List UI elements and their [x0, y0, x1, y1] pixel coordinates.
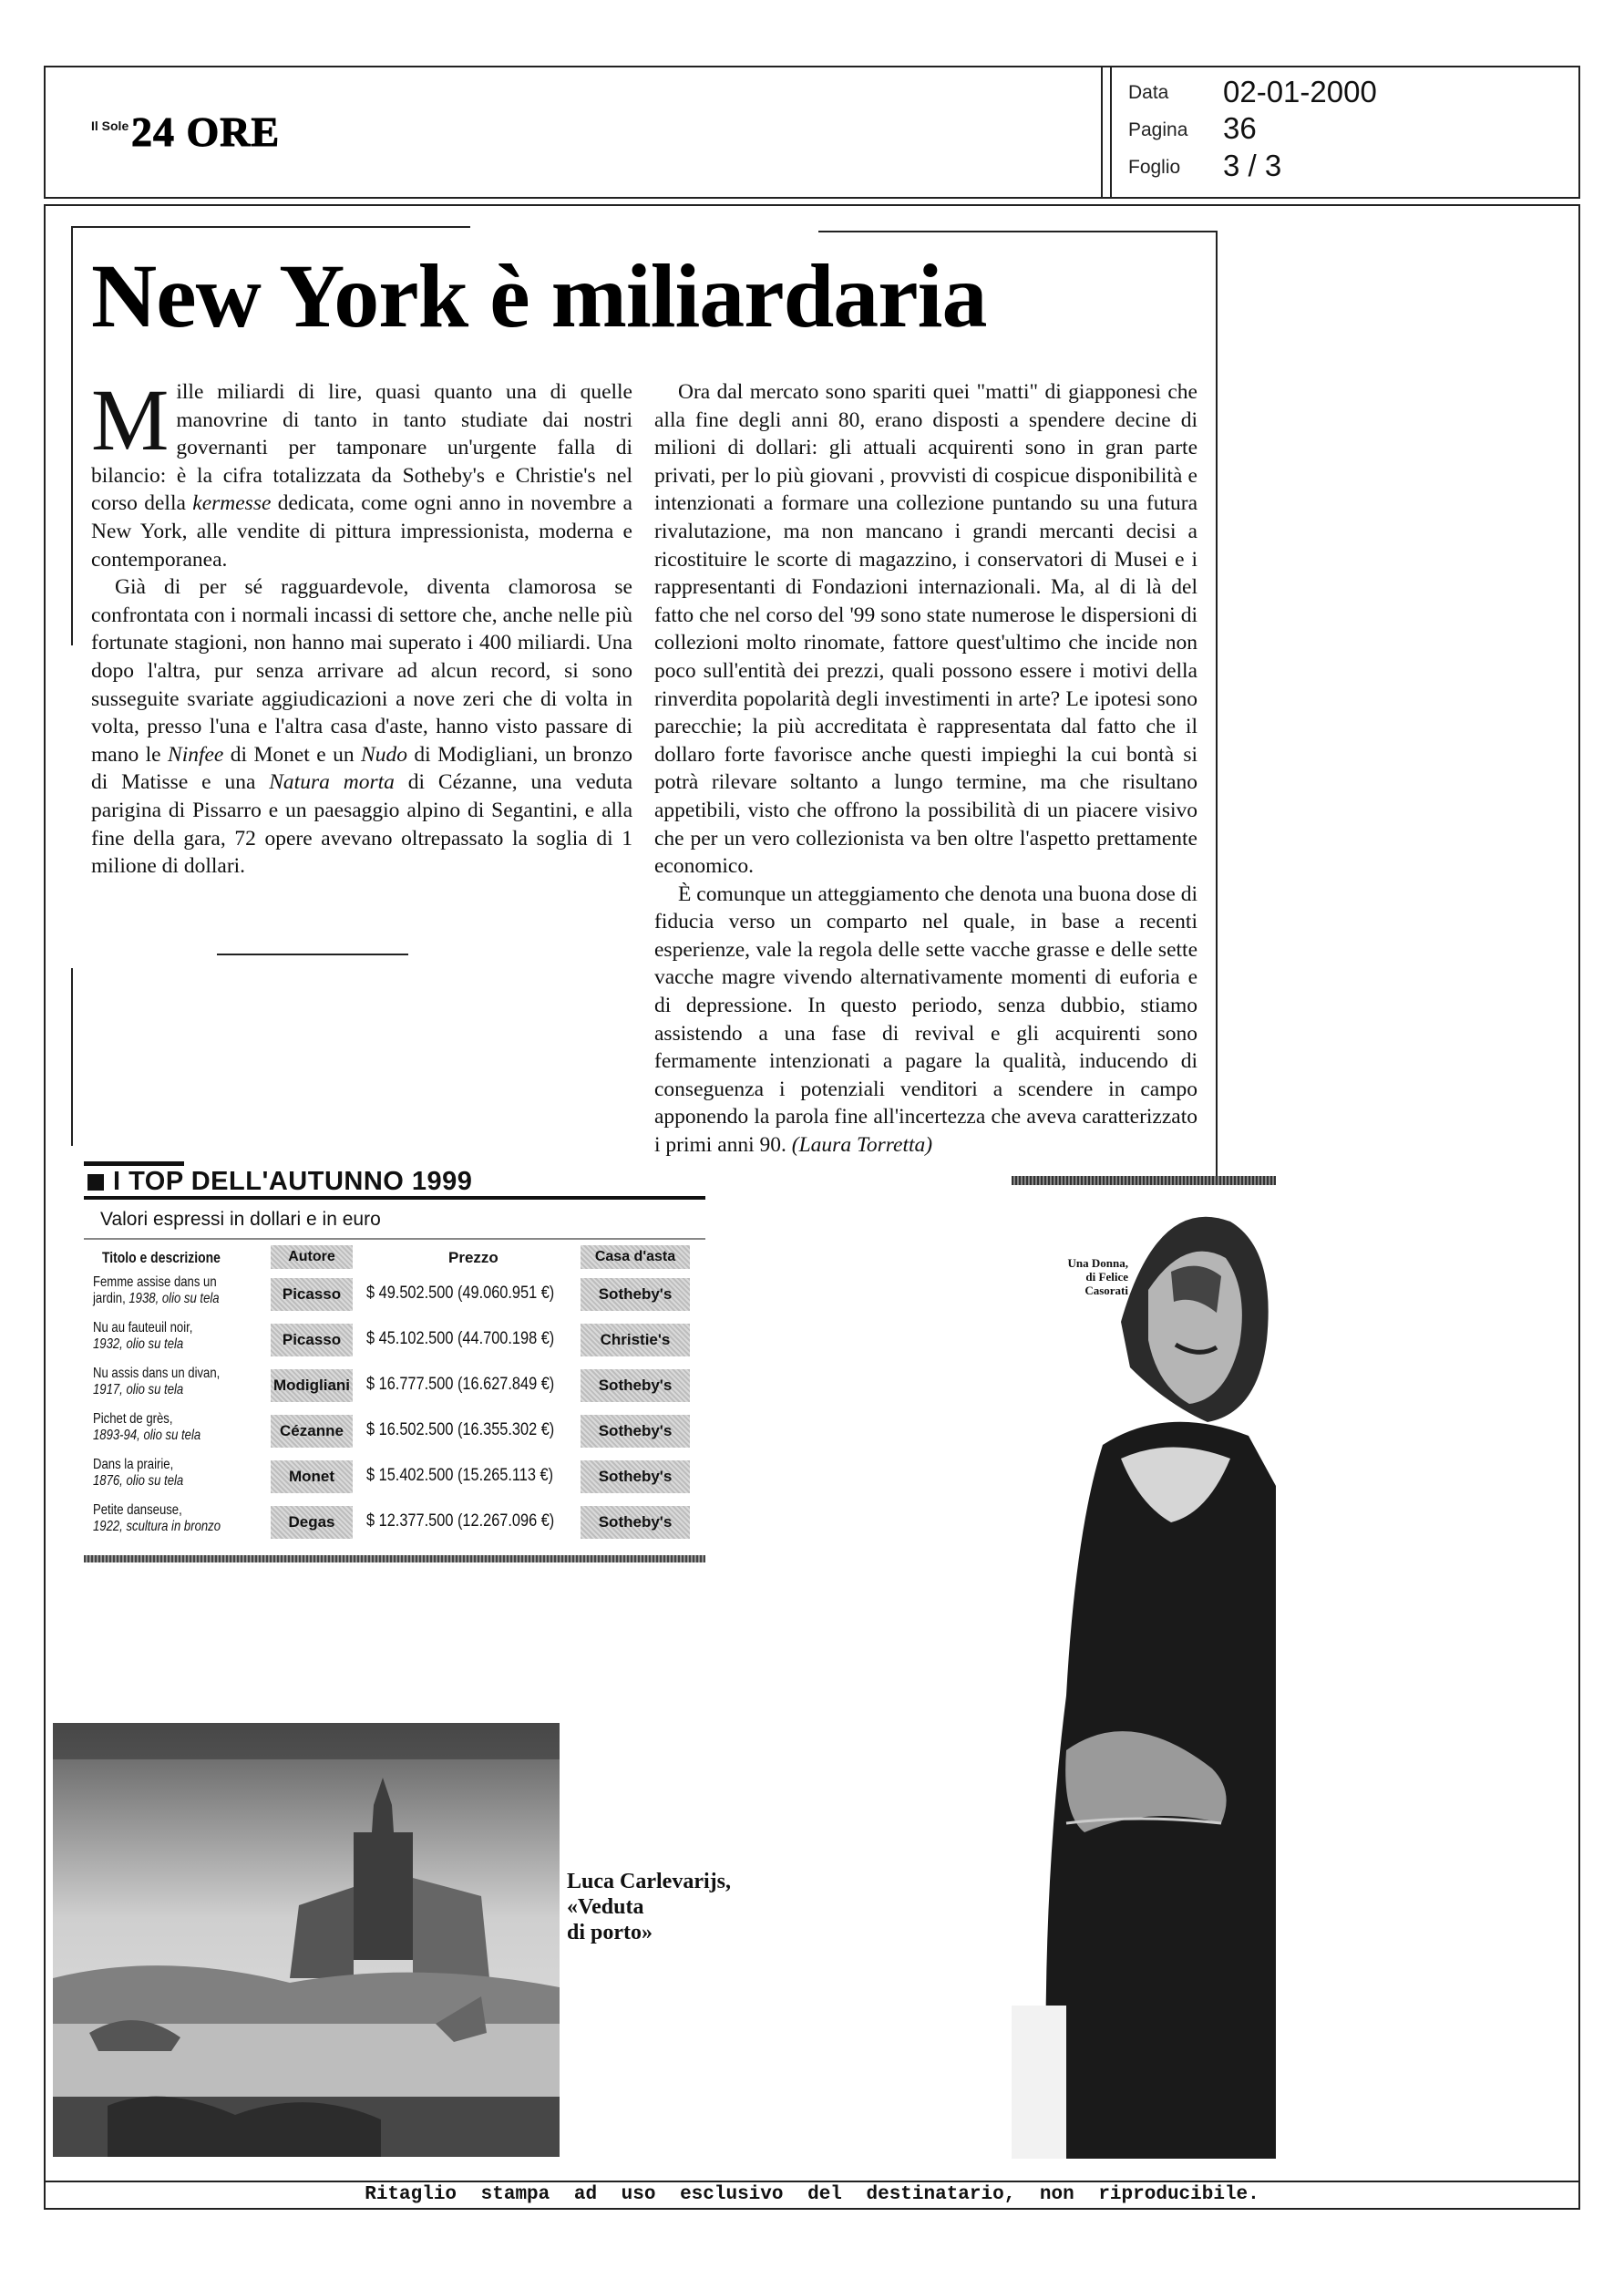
carlevarijs-caption-3: di porto» [567, 1921, 653, 1944]
cell-title [93, 1274, 242, 1307]
carlevarijs-caption-1: Luca Carlevarijs, [567, 1870, 731, 1893]
cell-artist: Modigliani [271, 1369, 353, 1402]
table-title: I TOP DELL'AUTUNNO 1999 [113, 1167, 473, 1196]
cell-artist: Degas [271, 1506, 353, 1539]
cell-title-line2b: 1932, olio su tela [93, 1336, 184, 1352]
dropcap: M [91, 378, 170, 469]
table-row [84, 1366, 704, 1409]
paragraph-2-em2: Nudo [361, 742, 407, 767]
cell-title [93, 1411, 242, 1444]
cell-title-line2b: 1922, scultura in bronzo [93, 1519, 221, 1534]
cell-price: $ 15.402.500 (15.265.113 €) [366, 1466, 554, 1485]
cell-title-line1: Dans la prairie, [93, 1457, 174, 1472]
cell-house: Sotheby's [581, 1506, 690, 1539]
table-body [84, 1274, 713, 1548]
data-value: 02-01-2000 [1223, 75, 1377, 108]
table-title-rule-short [84, 1161, 184, 1166]
cell-price: $ 16.777.500 (16.627.849 €) [366, 1375, 555, 1394]
cell-house: Sotheby's [581, 1415, 690, 1448]
header-divider-inner [1110, 66, 1112, 199]
newspaper-logo [91, 108, 301, 162]
paragraph-2-em3: Natura morta [269, 770, 395, 795]
cell-artist: Picasso [271, 1278, 353, 1311]
cell-title-line2b: 1917, olio su tela [93, 1382, 184, 1397]
foglio-label: Foglio [1128, 157, 1181, 178]
casorati-painting [1012, 1176, 1276, 2159]
paragraph-1-em: kermesse [192, 491, 272, 516]
col-header-artist: Autore [271, 1245, 353, 1269]
footer-rule [44, 2181, 1580, 2182]
paragraph-1: ille miliardi di lire, quasi quanto una di quelle manovrine di tanto in tanto studiate dai nostri governanti per tamponare un'urgente falla di bilancio: è la cifra totalizzata da Sotheby's e Christie's nel corso della [91, 380, 632, 516]
cell-title-line1: Nu assis dans un divan, [93, 1366, 221, 1381]
casorati-caption-2: di Felice [1085, 1270, 1128, 1284]
table-title-square [87, 1174, 104, 1191]
data-label: Data [1128, 82, 1169, 103]
cell-house: Sotheby's [581, 1369, 690, 1402]
cell-price: $ 49.502.500 (49.060.951 €) [366, 1284, 555, 1303]
casorati-caption-3: Casorati [1084, 1284, 1128, 1297]
logo-small-text: Il Sole [91, 119, 129, 133]
article-column-right [654, 378, 1197, 1162]
article-left-rule [71, 226, 73, 645]
table-subtitle: Valori espressi in dollari e in euro [100, 1209, 381, 1230]
cell-title [93, 1502, 242, 1535]
cell-title-line2b: 1938, olio su tela [128, 1291, 220, 1306]
cell-house: Christie's [581, 1324, 690, 1356]
paragraph-2a: Già di per sé ragguardevole, diventa clamorosa se confrontata con i normali incassi di settore che, anche nelle più fortunate stagioni, non hanno mai superato i 400 miliardi. Una dopo l'altra, pur senza arrivare ad alcun record, si sono susseguite svariate aggiudicazioni a nove zeri che di volta in volta, presso l'una e l'altra casa d'aste, hanno visto passare di mano le [91, 575, 632, 767]
article-top-rule-right [818, 231, 1218, 232]
cell-price: $ 45.102.500 (44.700.198 €) [366, 1329, 555, 1348]
paragraph-1-end: dedicata, come ogni anno in novembre a New York, alle vendite di pittura impressionista, moderna e contemporanea. [91, 491, 632, 572]
top-table [84, 1150, 713, 1579]
article-top-rule-left [71, 226, 470, 228]
paragraph-3: Ora dal mercato sono spariti quei "matti" di giapponesi che alla fine degli anni 80, erano disposti a spendere decine di milioni di dollari: gli attuali acquirenti sono in gran parte privati, per lo più giovani , provvisti di cospicue disponibilità e intenzionati a formare una collezione puntando su una futura rivalutazione, ma non mancano i grandi mercanti decisi a ricostituire le scorte di magazzino, i conservatori di Musei e i rappresentanti di Fondazioni internazionali. Ma, al di là del fatto che nel corso del '99 sono state numerose le dispersioni di collezioni molto rinomate, fattore quest'ultimo che incide non poco sull'entità dei prezzi, quali possono essere i motivi della rinverdita popolarità degli investimenti in arte? Le ipotesi sono parecchie; la più accreditata è rappresentata dal fatto che il dollaro forte favorisce anche questi impieghi la cui bontà si potrà rilevare soltanto a lungo termine, ma che risultano appetibili, visto che offrono la possibilità di un piacere visivo che per un vero collezionista va ben oltre l'aspetto prettamente economico. [654, 380, 1197, 879]
cell-artist: Picasso [271, 1324, 353, 1356]
footer-notice: Ritaglio stampa ad uso esclusivo del destinatario, non riproducibile. [365, 2184, 1259, 2205]
article-right-rule [1216, 231, 1218, 1181]
table-bottom-rule [84, 1555, 705, 1562]
cell-house: Sotheby's [581, 1460, 690, 1493]
paragraph-4: È comunque un atteggiamento che denota una buona dose di fiducia verso un comparto nel quale, in base a recenti esperienze, vale la regola delle sette vacche grasse e delle sette vacche magre vivendo alternativamente momenti di euforia e di depressione. In questo periodo, senza dubbio, stiamo assistendo a una fase di revival e gli acquirenti sono fermamente intenzionati a pagare la qualità, inducendo di conseguenza i potenziali venditori a scendere in campo apponendo la parola fine all'incertezza che aveva caratterizzato i primi anni 90. [654, 882, 1197, 1158]
table-row [84, 1320, 704, 1364]
logo-big-text: 24 ORE [131, 108, 281, 155]
casorati-image [1012, 1185, 1276, 2159]
cell-title [93, 1320, 242, 1353]
col-header-title: Titolo e descrizione [102, 1249, 221, 1266]
cell-price: $ 12.377.500 (12.267.096 €) [366, 1511, 555, 1531]
cell-artist: Monet [271, 1460, 353, 1493]
article-author: (Laura Torretta) [791, 1133, 933, 1158]
article-left-rule-lower [71, 968, 73, 1146]
cell-title-line1: Nu au fauteuil noir, [93, 1320, 193, 1335]
header-divider [1101, 66, 1103, 199]
painting-top-band [1012, 1176, 1276, 1185]
table-row [84, 1502, 704, 1546]
cell-title [93, 1457, 242, 1490]
carlevarijs-caption-2: «Veduta [567, 1895, 644, 1919]
casorati-caption-1: Una Donna, [1067, 1256, 1128, 1270]
cell-price: $ 16.502.500 (16.355.302 €) [366, 1420, 555, 1439]
col-header-house: Casa d'asta [581, 1245, 690, 1269]
paragraph-2b: di Monet e un [223, 742, 362, 767]
article-title: New York è miliardaria [91, 245, 987, 346]
foglio-value: 3 / 3 [1223, 149, 1282, 182]
cell-title-line1: Petite danseuse, [93, 1502, 182, 1518]
cell-artist: Cézanne [271, 1415, 353, 1448]
table-row [84, 1457, 704, 1500]
cell-title-line2b: 1893-94, olio su tela [93, 1428, 201, 1443]
cell-title-line1: Pichet de grès, [93, 1411, 173, 1427]
article-column-left [91, 378, 632, 1153]
table-row [84, 1411, 704, 1455]
cell-house: Sotheby's [581, 1278, 690, 1311]
pagina-value: 36 [1223, 111, 1257, 145]
paragraph-2c: di Modigliani, un bronzo di Matisse e una [91, 742, 632, 795]
col-header-price: Prezzo [448, 1249, 499, 1266]
cell-title-line1: Femme assise dans un [93, 1274, 217, 1290]
paragraph-2-em1: Ninfee [168, 742, 224, 767]
casorati-caption [1028, 1256, 1128, 1297]
carlevarijs-caption [567, 1869, 731, 1945]
cell-title-line2a: jardin, [93, 1291, 129, 1306]
carlevarijs-image [53, 1723, 560, 2157]
cell-title [93, 1366, 242, 1398]
paragraph-2d: di Cézanne, una veduta parigina di Pissarro e un paesaggio alpino di Segantini, e alla fine della gara, 72 opere avevano oltrepassato la soglia di 1 milione di dollari. [91, 770, 632, 879]
cell-title-line2b: 1876, olio su tela [93, 1473, 184, 1489]
table-subtitle-rule [84, 1238, 705, 1240]
rule-left-mid [217, 954, 408, 955]
carlevarijs-painting [53, 1723, 560, 2157]
pagina-label: Pagina [1128, 119, 1188, 140]
table-row [84, 1274, 704, 1318]
